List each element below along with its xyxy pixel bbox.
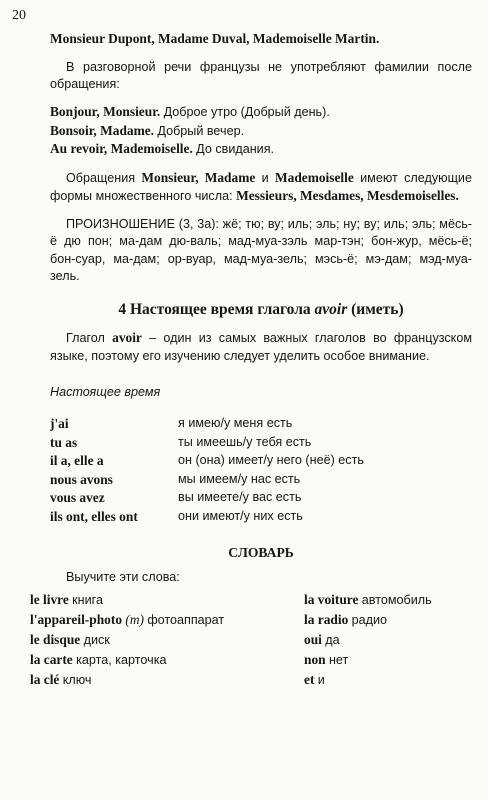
vocab-fr: la carte xyxy=(30,651,73,667)
vocab-item xyxy=(304,590,472,610)
vocab-gender: (m) xyxy=(122,612,144,627)
text-run-bold: avoir xyxy=(112,329,142,345)
vocab-fr: oui xyxy=(304,631,322,647)
conj-ru: он (она) имеет/у него (неё) есть xyxy=(178,453,364,467)
greetings-block xyxy=(50,103,472,159)
vocab-column-right xyxy=(304,590,472,689)
vocab-ru: диск xyxy=(83,632,110,647)
greeting-ru: До свидания. xyxy=(196,142,275,157)
vocab-column-left xyxy=(30,590,304,689)
greeting-line xyxy=(50,140,472,159)
text-run-bold: Mademoiselle xyxy=(274,169,354,185)
vocabulary-title: СЛОВАРЬ xyxy=(228,545,294,560)
text-run: Обращения xyxy=(66,170,142,185)
section-heading xyxy=(50,299,472,320)
vocab-ru: нет xyxy=(328,652,349,667)
conj-ru: мы имеем/у нас есть xyxy=(178,471,301,486)
conj-ru: я имею/у меня есть xyxy=(178,416,293,430)
heading-prefix: 4 Настоящее время глагола xyxy=(118,301,315,319)
vocab-ru: фотоаппарат xyxy=(147,613,225,627)
vocab-item xyxy=(304,670,472,690)
vocabulary-intro: Выучите эти слова: xyxy=(66,569,180,584)
pronunciation-paragraph: ПРОИЗНОШЕНИЕ (3, 3а): жё; тю; ву; иль; эль; ну; ву; иль; эль; мёсь-ё дю пон; ма-дам дю-валь; мад-муа-зэль мар-тэн; бон-жур, мёсь-ё; бон-суар, ма-дам; ор-вуар, мад-муа-зель; мэсь-ё; мэ-дам; мэд-муа-зель. xyxy=(50,216,472,283)
paragraph-address-usage: В разговорной речи французы не употребляют фамилии после обращения: xyxy=(50,59,472,91)
text-run: Глагол xyxy=(66,330,113,345)
vocab-fr: l'appareil-photo xyxy=(30,612,123,627)
vocab-fr: la radio xyxy=(304,612,349,627)
text-run-bold: Messieurs, Mesdames, Mesdemoiselles. xyxy=(236,188,459,204)
conj-fr: vous avez xyxy=(50,490,105,505)
paragraph-avoir-intro xyxy=(50,329,472,366)
vocab-item xyxy=(30,650,304,670)
conj-fr: tu as xyxy=(50,434,78,450)
greeting-ru: Добрый вечер. xyxy=(157,123,245,138)
text-run: – один из самых важных глаголов во французском языке, поэтому его изучению следует уделить особое внимание. xyxy=(50,330,472,364)
conj-ru: ты имеешь/у тебя есть xyxy=(178,434,312,449)
vocab-fr: la voiture xyxy=(304,592,359,608)
page-content xyxy=(30,30,472,690)
greeting-fr: Au revoir, Mademoiselle. xyxy=(50,141,193,157)
vocab-item xyxy=(30,670,304,690)
vocab-fr: non xyxy=(304,651,326,667)
conj-fr: il a, elle a xyxy=(50,453,104,468)
conj-fr: ils ont, elles ont xyxy=(50,508,138,524)
vocab-ru: автомобиль xyxy=(361,593,432,608)
greeting-line xyxy=(50,103,472,122)
paragraph-plural-forms xyxy=(50,169,472,206)
heading-verb: avoir xyxy=(314,301,348,319)
vocab-ru: карта, карточка xyxy=(76,652,167,667)
conjugation-table xyxy=(50,415,472,526)
vocab-fr: le disque xyxy=(30,631,81,647)
vocab-ru: да xyxy=(325,632,340,647)
conj-ru: вы имеете/у вас есть xyxy=(178,490,302,504)
heading-suffix: (иметь) xyxy=(347,301,404,319)
present-tense-label: Настоящее время xyxy=(50,384,161,399)
conj-ru: они имеют/у них есть xyxy=(178,508,303,523)
example-names-line: Monsieur Dupont, Madame Duval, Mademoiselle Martin. xyxy=(50,31,380,46)
greeting-fr: Bonjour, Monsieur. xyxy=(50,104,161,120)
vocabulary-list xyxy=(30,590,472,689)
vocab-ru: ключ xyxy=(62,672,92,687)
vocab-ru: книга xyxy=(72,593,103,608)
vocab-item xyxy=(304,630,472,650)
vocab-fr: et xyxy=(304,671,315,687)
greeting-ru: Доброе утро (Добрый день). xyxy=(163,105,330,120)
page-number: 20 xyxy=(12,8,26,23)
vocab-fr: le livre xyxy=(30,592,69,608)
conj-fr: nous avons xyxy=(50,471,113,487)
text-run: имеют следующие формы множественного числа: xyxy=(50,170,472,204)
vocab-ru: и xyxy=(317,672,325,687)
text-run-bold: Monsieur, Madame xyxy=(141,169,256,185)
vocab-item xyxy=(304,610,472,630)
vocab-item xyxy=(304,650,472,670)
vocab-item xyxy=(30,590,304,610)
greeting-fr: Bonsoir, Madame. xyxy=(50,122,155,138)
vocab-fr: la clé xyxy=(30,671,60,687)
greeting-line xyxy=(50,122,472,141)
vocab-item xyxy=(30,610,304,630)
conj-fr: j'ai xyxy=(50,416,69,431)
text-run: и xyxy=(255,170,275,185)
vocab-ru: радио xyxy=(351,613,388,627)
vocab-item xyxy=(30,630,304,650)
